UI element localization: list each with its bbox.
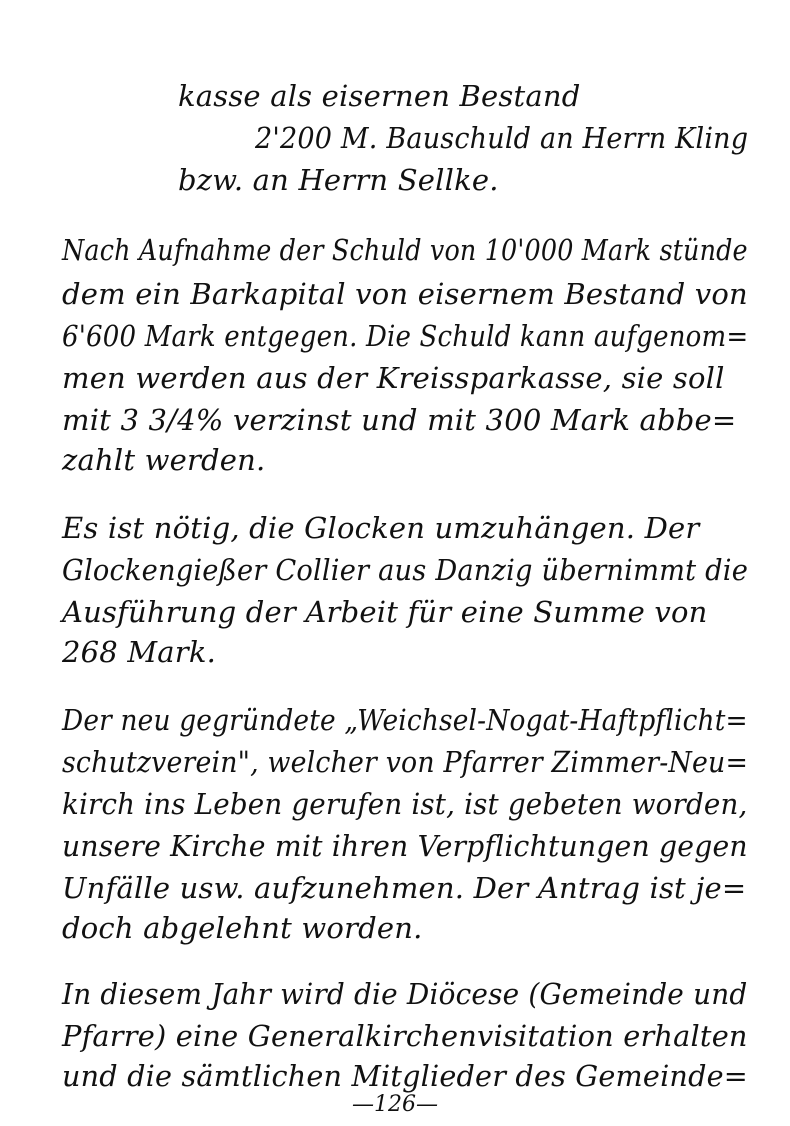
text-line: dem ein Barkapital von eisernem Bestand von <box>62 277 748 311</box>
text-line: Glockengießer Collier aus Danzig übernimmt die <box>62 553 749 587</box>
text-line: Unfälle usw. aufzunehmen. Der Antrag ist je= <box>62 871 747 905</box>
text-line: Pfarre) eine Generalkirchenvisitation erhalten <box>62 1019 748 1053</box>
page-number: —126— <box>352 1092 438 1117</box>
text-line: men werden aus der Kreissparkasse, sie soll <box>62 361 725 395</box>
text-line: Ausführung der Arbeit für eine Summe von <box>62 595 708 629</box>
text-line: kasse als eisernen Bestand <box>178 79 581 113</box>
text-line: kirch ins Leben gerufen ist, ist gebeten worden, <box>62 787 748 821</box>
text-line: schutzverein", welcher von Pfarrer Zimmer-Neu= <box>62 745 749 779</box>
text-line: doch abgelehnt worden. <box>62 911 423 945</box>
text-line: Nach Aufnahme der Schuld von 10'000 Mark stünde <box>62 233 748 267</box>
text-line: zahlt werden. <box>62 443 266 477</box>
text-line: Der neu gegründete „Weichsel-Nogat-Haftpflicht= <box>62 703 748 737</box>
text-line: 2'200 M. Bauschuld an Herrn Kling <box>255 121 749 155</box>
text-line: 268 Mark. <box>62 635 217 669</box>
text-line: bzw. an Herrn Sellke. <box>178 163 499 197</box>
text-line: 6'600 Mark entgegen. Die Schuld kann aufgenom= <box>62 319 749 353</box>
text-line: und die sämtlichen Mitglieder des Gemeinde= <box>62 1059 748 1093</box>
text-line: mit 3 3/4% verzinst und mit 300 Mark abbe= <box>62 403 737 437</box>
text-line: In diesem Jahr wird die Diöcese (Gemeinde und <box>62 977 748 1011</box>
text-line: unsere Kirche mit ihren Verpflichtungen gegen <box>62 829 748 863</box>
text-line: Es ist nötig, die Glocken umzuhängen. Der <box>62 511 700 545</box>
